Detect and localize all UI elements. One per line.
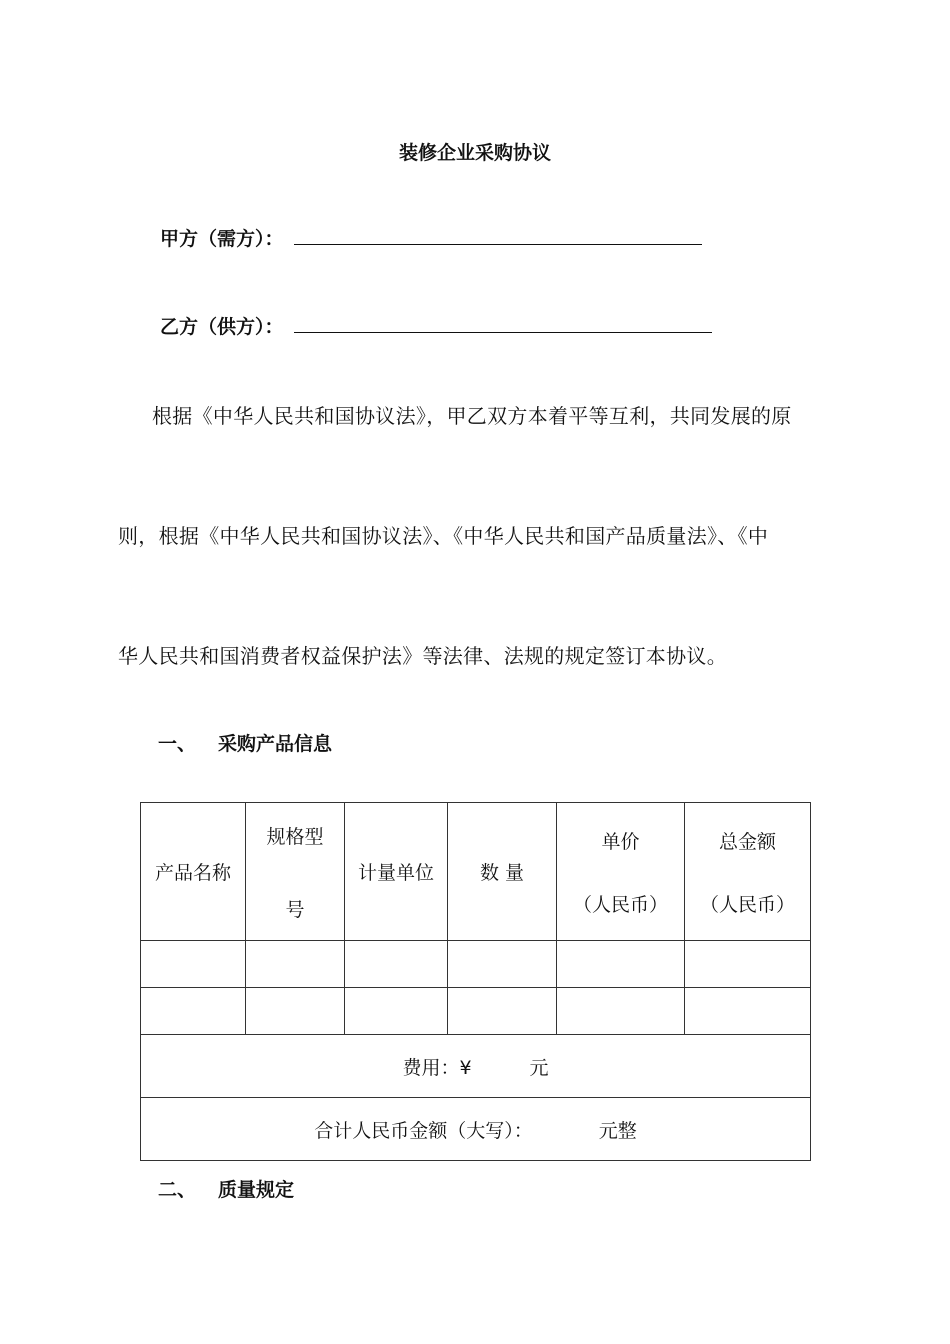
header-quantity: 数 量: [448, 803, 557, 941]
party-b-label: 乙方（供方）：: [160, 316, 284, 338]
total-cell[interactable]: [141, 1098, 811, 1161]
section-1-title: 采购产品信息: [218, 733, 333, 755]
header-total-amount: [685, 803, 811, 941]
header-product-name: 产品名称: [141, 803, 246, 941]
header-total-line-1: 总金额: [718, 830, 776, 853]
table-row: [141, 941, 811, 988]
section-1-heading: [158, 729, 332, 756]
table-header-row: [141, 803, 811, 941]
intro-line-2: 则，根据《中华人民共和国协议法》、《中华人民共和国产品质量法》、《中: [118, 524, 769, 548]
table-cell[interactable]: [141, 988, 246, 1035]
section-2-title: 质量规定: [218, 1179, 295, 1201]
header-unit-price: [557, 803, 685, 941]
table-cell[interactable]: [448, 988, 557, 1035]
table-cell[interactable]: [141, 941, 246, 988]
fee-cell[interactable]: [141, 1035, 811, 1098]
header-unit-price-line-1: 单价: [601, 830, 640, 853]
party-b-blank-line[interactable]: [294, 314, 712, 333]
total-label: 合计人民币金额（大写）：: [314, 1119, 533, 1142]
page-title: 装修企业采购协议: [398, 142, 551, 164]
table-cell[interactable]: [246, 941, 345, 988]
section-2-heading: [158, 1175, 294, 1202]
party-a-field: [160, 224, 702, 251]
table-cell[interactable]: [685, 941, 811, 988]
section-2-number: 二、: [158, 1179, 197, 1201]
intro-line-1: 根据《中华人民共和国协议法》，甲乙双方本着平等互利，共同发展的原: [152, 404, 792, 428]
header-unit: 计量单位: [345, 803, 448, 941]
table-cell[interactable]: [557, 941, 685, 988]
table-cell[interactable]: [448, 941, 557, 988]
fee-label: 费用：: [402, 1056, 460, 1079]
header-total-line-2: （人民币）: [699, 893, 795, 916]
fee-unit: 元: [529, 1056, 549, 1079]
header-spec-line-1: 规格型: [266, 825, 324, 848]
fee-currency: ¥: [459, 1056, 472, 1079]
header-unit-price-line-2: （人民币）: [572, 893, 668, 916]
party-a-label: 甲方（需方）：: [160, 228, 284, 250]
table-cell[interactable]: [345, 988, 448, 1035]
table-cell[interactable]: [246, 988, 345, 1035]
section-1-number: 一、: [158, 733, 197, 755]
total-unit: 元整: [598, 1119, 637, 1142]
table-cell[interactable]: [685, 988, 811, 1035]
header-spec-model: [246, 803, 345, 941]
table-row: [141, 988, 811, 1035]
table-cell[interactable]: [345, 941, 448, 988]
header-spec-line-2: 号: [285, 898, 305, 921]
table-cell[interactable]: [557, 988, 685, 1035]
fee-row: [141, 1035, 811, 1098]
total-row: [141, 1098, 811, 1161]
party-a-blank-line[interactable]: [294, 226, 702, 245]
product-table: [140, 802, 811, 1161]
party-b-field: [160, 312, 712, 339]
intro-line-3: 华人民共和国消费者权益保护法》等法律、法规的规定签订本协议。: [118, 644, 727, 668]
